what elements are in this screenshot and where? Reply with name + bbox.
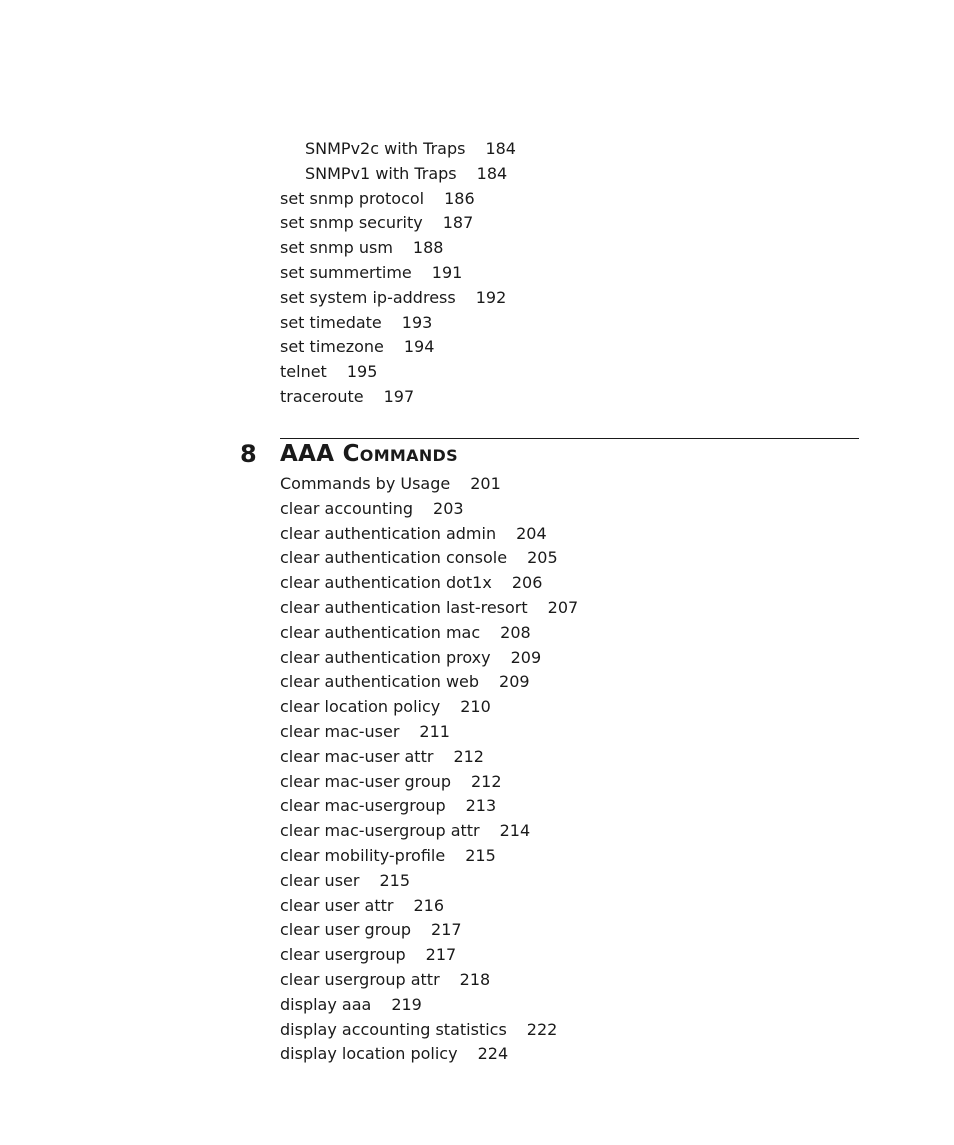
- toc-entry-page: 209: [499, 672, 530, 692]
- toc-entry-title: set timezone: [280, 337, 384, 357]
- toc-entry-title: set timedate: [280, 312, 382, 332]
- toc-entry[interactable]: [280, 596, 578, 621]
- toc-entry-title: clear mac-user: [280, 721, 400, 741]
- toc-entry[interactable]: [280, 869, 578, 894]
- toc-entry[interactable]: [280, 993, 578, 1018]
- toc-entry-title: clear usergroup: [280, 945, 406, 965]
- toc-entry-page: 187: [442, 213, 474, 233]
- toc-chapter-list: [280, 472, 578, 1067]
- toc-entry[interactable]: [280, 311, 516, 336]
- toc-entry-title: clear user group: [280, 920, 412, 940]
- toc-entry-title: clear usergroup attr: [280, 969, 440, 989]
- toc-entry-title: clear authentication admin: [280, 523, 497, 543]
- toc-entry[interactable]: [280, 546, 578, 571]
- toc-entry-title: set snmp usm: [280, 238, 393, 258]
- toc-entry[interactable]: [280, 1042, 578, 1067]
- toc-entry-page: 197: [383, 386, 415, 406]
- toc-entry-title: clear mac-usergroup attr: [280, 821, 480, 841]
- toc-entry-page: 204: [516, 523, 547, 543]
- toc-entry-title: set system ip-address: [280, 287, 456, 307]
- toc-entry-page: 212: [470, 771, 502, 791]
- toc-entry[interactable]: [280, 770, 578, 795]
- toc-entry-title: traceroute: [280, 386, 364, 406]
- toc-entry-title: clear authentication mac: [280, 622, 481, 642]
- toc-entry[interactable]: [280, 621, 578, 646]
- chapter-title[interactable]: AAA Commands: [280, 441, 458, 467]
- toc-entry-page: 193: [401, 312, 433, 332]
- chapter-number[interactable]: 8: [240, 440, 257, 468]
- toc-entry-page: 184: [485, 139, 516, 158]
- toc-entry-title: display accounting statistics: [280, 1019, 507, 1039]
- toc-entry[interactable]: [280, 745, 578, 770]
- toc-entry[interactable]: [280, 968, 578, 993]
- toc-entry-page: 219: [391, 994, 422, 1014]
- toc-entry-title: clear authentication dot1x: [280, 573, 492, 593]
- toc-entry[interactable]: [280, 335, 516, 360]
- toc-entry-page: 188: [412, 238, 444, 258]
- toc-entry-title: telnet: [280, 362, 327, 382]
- toc-entry[interactable]: [280, 497, 578, 522]
- toc-entry-title: clear user attr: [280, 895, 394, 915]
- toc-entry[interactable]: [280, 943, 578, 968]
- toc-entry-title: clear authentication console: [280, 548, 508, 568]
- toc-entry[interactable]: [280, 918, 578, 943]
- toc-entry-title: clear mac-user group: [280, 771, 451, 791]
- toc-entry[interactable]: [280, 236, 516, 261]
- toc-entry-title: clear authentication proxy: [280, 647, 491, 667]
- toc-entry-page: 201: [470, 474, 501, 493]
- toc-entry-page: 194: [403, 337, 435, 357]
- toc-entry[interactable]: [280, 385, 516, 410]
- toc-entry[interactable]: [280, 819, 578, 844]
- toc-entry-page: 213: [465, 796, 497, 816]
- toc-entry[interactable]: [280, 646, 578, 671]
- toc-entry[interactable]: [280, 472, 578, 497]
- toc-entry-page: 206: [511, 573, 543, 593]
- toc-entry[interactable]: [280, 360, 516, 385]
- toc-entry-title: SNMPv1 with Traps: [305, 163, 457, 183]
- toc-entry-page: 216: [413, 895, 445, 915]
- toc-entry-page: 211: [419, 721, 450, 741]
- toc-entry-page: 217: [431, 920, 462, 940]
- toc-entry-page: 205: [527, 548, 558, 568]
- toc-entry[interactable]: [280, 844, 578, 869]
- toc-entry-title: Commands by Usage: [280, 474, 451, 493]
- toc-entry-page: 184: [476, 163, 508, 183]
- toc-entry[interactable]: [280, 894, 578, 919]
- toc-entry-page: 218: [459, 969, 491, 989]
- toc-entry-page: 222: [526, 1019, 558, 1039]
- toc-entry-page: 208: [500, 622, 531, 642]
- toc-entry[interactable]: [280, 187, 516, 212]
- toc-entry-title: clear user: [280, 870, 360, 890]
- toc-entry-page: 217: [425, 945, 457, 965]
- toc-entry[interactable]: [280, 211, 516, 236]
- toc-entry-title: set snmp protocol: [280, 188, 425, 208]
- toc-entry-page: 186: [444, 188, 475, 208]
- toc-entry[interactable]: [280, 720, 578, 745]
- toc-entry[interactable]: [280, 162, 516, 187]
- toc-entry-page: 215: [465, 845, 496, 865]
- toc-continued-list: [280, 137, 516, 410]
- toc-entry-page: 210: [460, 697, 491, 717]
- toc-entry-title: clear location policy: [280, 697, 441, 717]
- toc-entry-title: clear mobility-profile: [280, 845, 446, 865]
- toc-entry[interactable]: [280, 794, 578, 819]
- toc-entry-title: clear mac-usergroup: [280, 796, 446, 816]
- toc-entry-page: 195: [346, 362, 378, 382]
- toc-entry-title: clear mac-user attr: [280, 746, 434, 766]
- toc-entry-page: 215: [379, 870, 410, 890]
- toc-entry[interactable]: [280, 286, 516, 311]
- toc-entry-page: 203: [433, 498, 464, 518]
- toc-entry-page: 212: [453, 746, 484, 766]
- toc-entry[interactable]: [280, 695, 578, 720]
- toc-entry-title: display aaa: [280, 994, 372, 1014]
- toc-entry[interactable]: [280, 522, 578, 547]
- toc-entry-title: display location policy: [280, 1044, 458, 1064]
- toc-entry-title: SNMPv2c with Traps: [305, 139, 466, 158]
- toc-entry-title: set summertime: [280, 262, 412, 282]
- toc-entry-title: set snmp security: [280, 213, 423, 233]
- toc-entry-page: 207: [547, 597, 579, 617]
- toc-entry-page: 192: [475, 287, 507, 307]
- toc-entry-page: 214: [499, 821, 531, 841]
- toc-entry[interactable]: [280, 137, 516, 162]
- toc-entry-page: 224: [477, 1044, 509, 1064]
- toc-entry-page: 191: [431, 262, 463, 282]
- toc-entry[interactable]: [280, 261, 516, 286]
- toc-entry[interactable]: [280, 670, 578, 695]
- toc-entry-title: clear accounting: [280, 498, 414, 518]
- toc-entry-title: clear authentication web: [280, 672, 480, 692]
- toc-entry-title: clear authentication last-resort: [280, 597, 528, 617]
- toc-entry-page: 209: [510, 647, 542, 667]
- toc-entry[interactable]: [280, 571, 578, 596]
- toc-entry[interactable]: [280, 1018, 578, 1043]
